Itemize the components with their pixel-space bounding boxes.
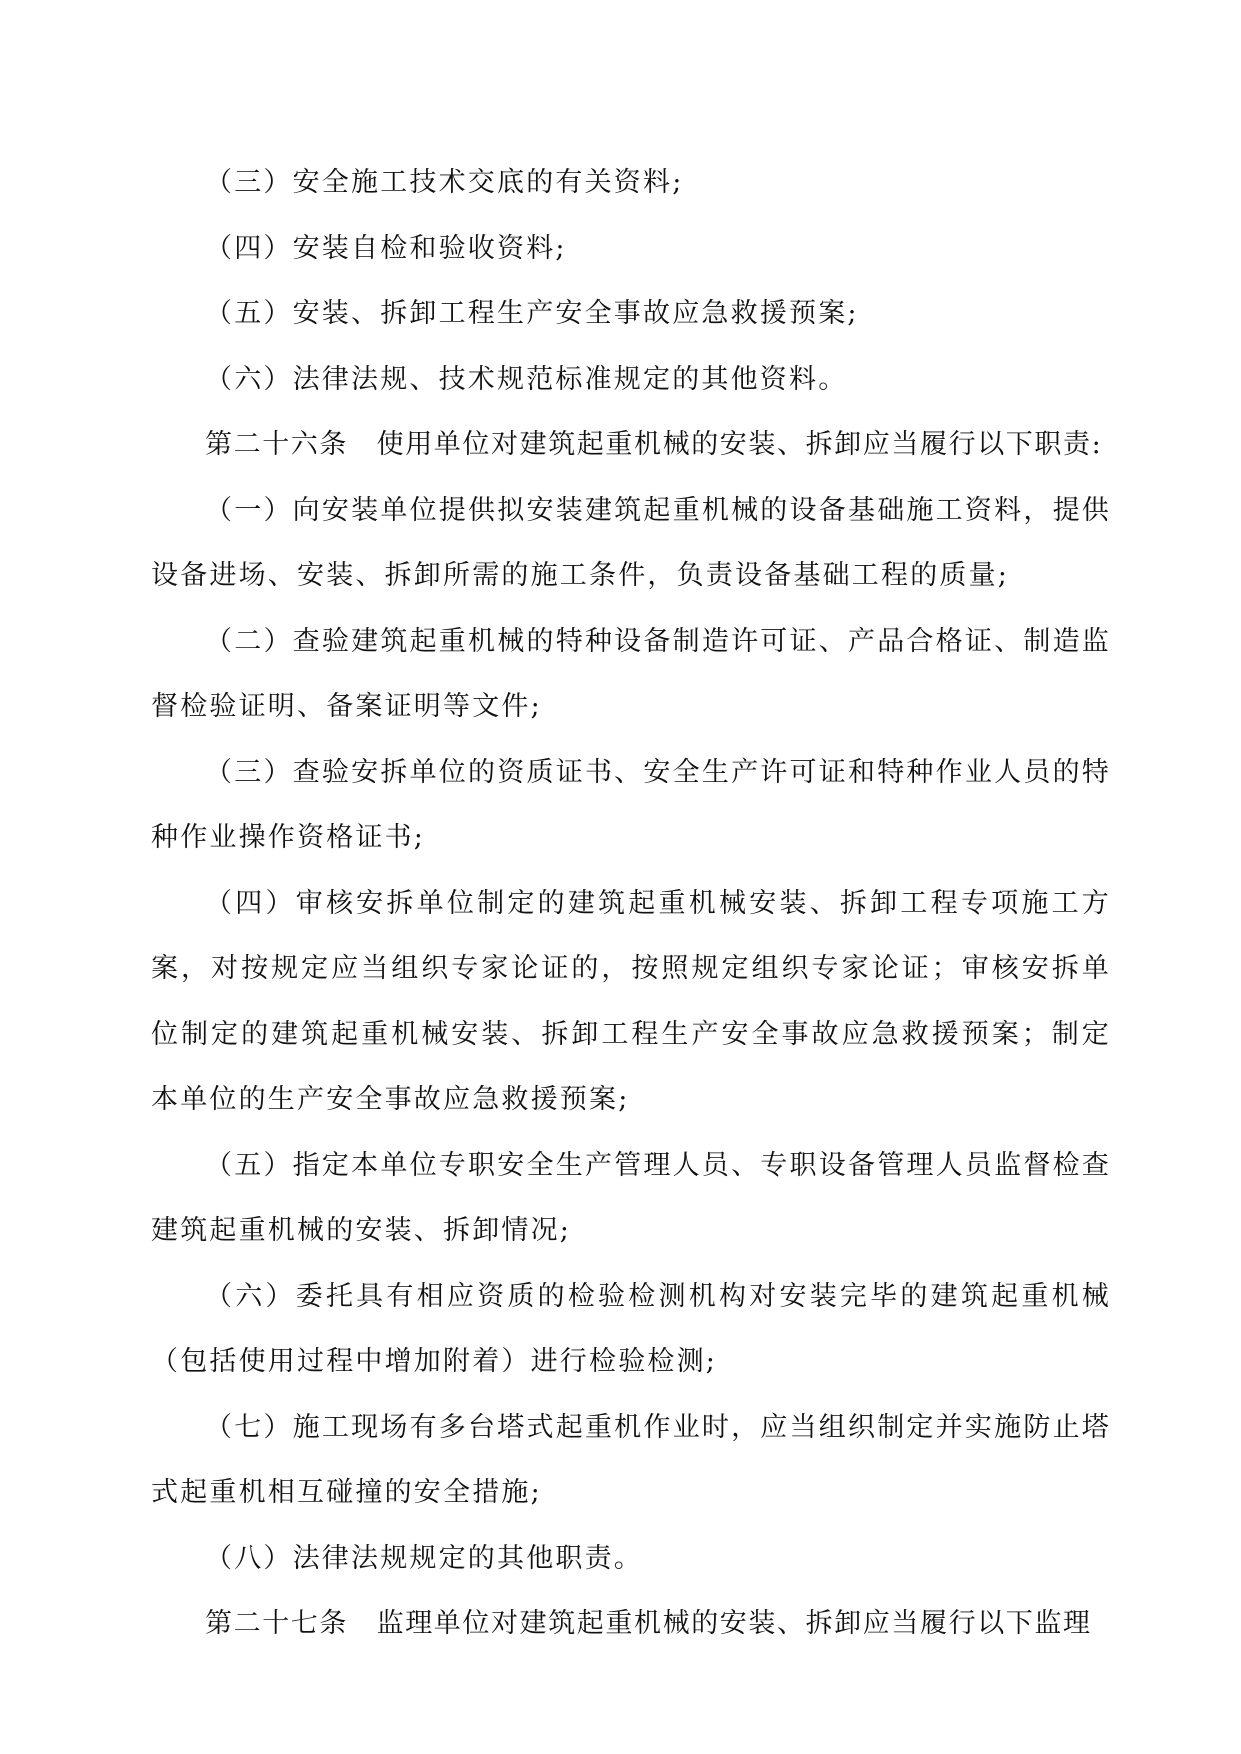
list-item-paragraph: （七）施工现场有多台塔式起重机作业时，应当组织制定并实施防止塔式起重机相互碰撞的安全措施;: [151, 1411, 1111, 1508]
list-item-paragraph: （四）安装自检和验收资料;: [205, 232, 567, 264]
list-item-paragraph: （六）法律法规、技术规范标准规定的其他资料。: [205, 363, 848, 395]
list-item-paragraph: （三）查验安拆单位的资质证书、安全生产许可证和特种作业人员的特种作业操作资格证书;: [151, 756, 1111, 853]
article-26-heading: 第二十六条 使用单位对建筑起重机械的安装、拆卸应当履行以下职责:: [205, 429, 1103, 460]
list-item-paragraph: （三）安全施工技术交底的有关资料;: [205, 167, 684, 198]
document-body: [151, 150, 1111, 1657]
article-27-heading: 第二十七条 监理单位对建筑起重机械的安装、拆卸应当履行以下监理: [205, 1608, 1092, 1639]
list-item-paragraph: （八）法律法规规定的其他职责。: [205, 1542, 643, 1574]
list-item-paragraph: （二）查验建筑起重机械的特种设备制造许可证、产品合格证、制造监督检验证明、备案证明等文件;: [151, 625, 1111, 722]
list-item-paragraph: （五）安装、拆卸工程生产安全事故应急救援预案;: [205, 298, 859, 329]
list-item-paragraph: （六）委托具有相应资质的检验检测机构对安装完毕的建筑起重机械（包括使用过程中增加附着）进行检验检测;: [151, 1280, 1111, 1377]
list-item-paragraph: （五）指定本单位专职安全生产管理人员、专职设备管理人员监督检查建筑起重机械的安装、拆卸情况;: [151, 1149, 1111, 1246]
list-item-paragraph: （四）审核安拆单位制定的建筑起重机械安装、拆卸工程专项施工方案，对按规定应当组织专家论证的，按照规定组织专家论证；审核安拆单位制定的建筑起重机械安装、拆卸工程生产安全事故应急救援预案；制定本单位的生产安全事故应急救援预案;: [151, 887, 1111, 1115]
list-item-paragraph: （一）向安装单位提供拟安装建筑起重机械的设备基础施工资料，提供设备进场、安装、拆卸所需的施工条件，负责设备基础工程的质量;: [151, 494, 1111, 591]
